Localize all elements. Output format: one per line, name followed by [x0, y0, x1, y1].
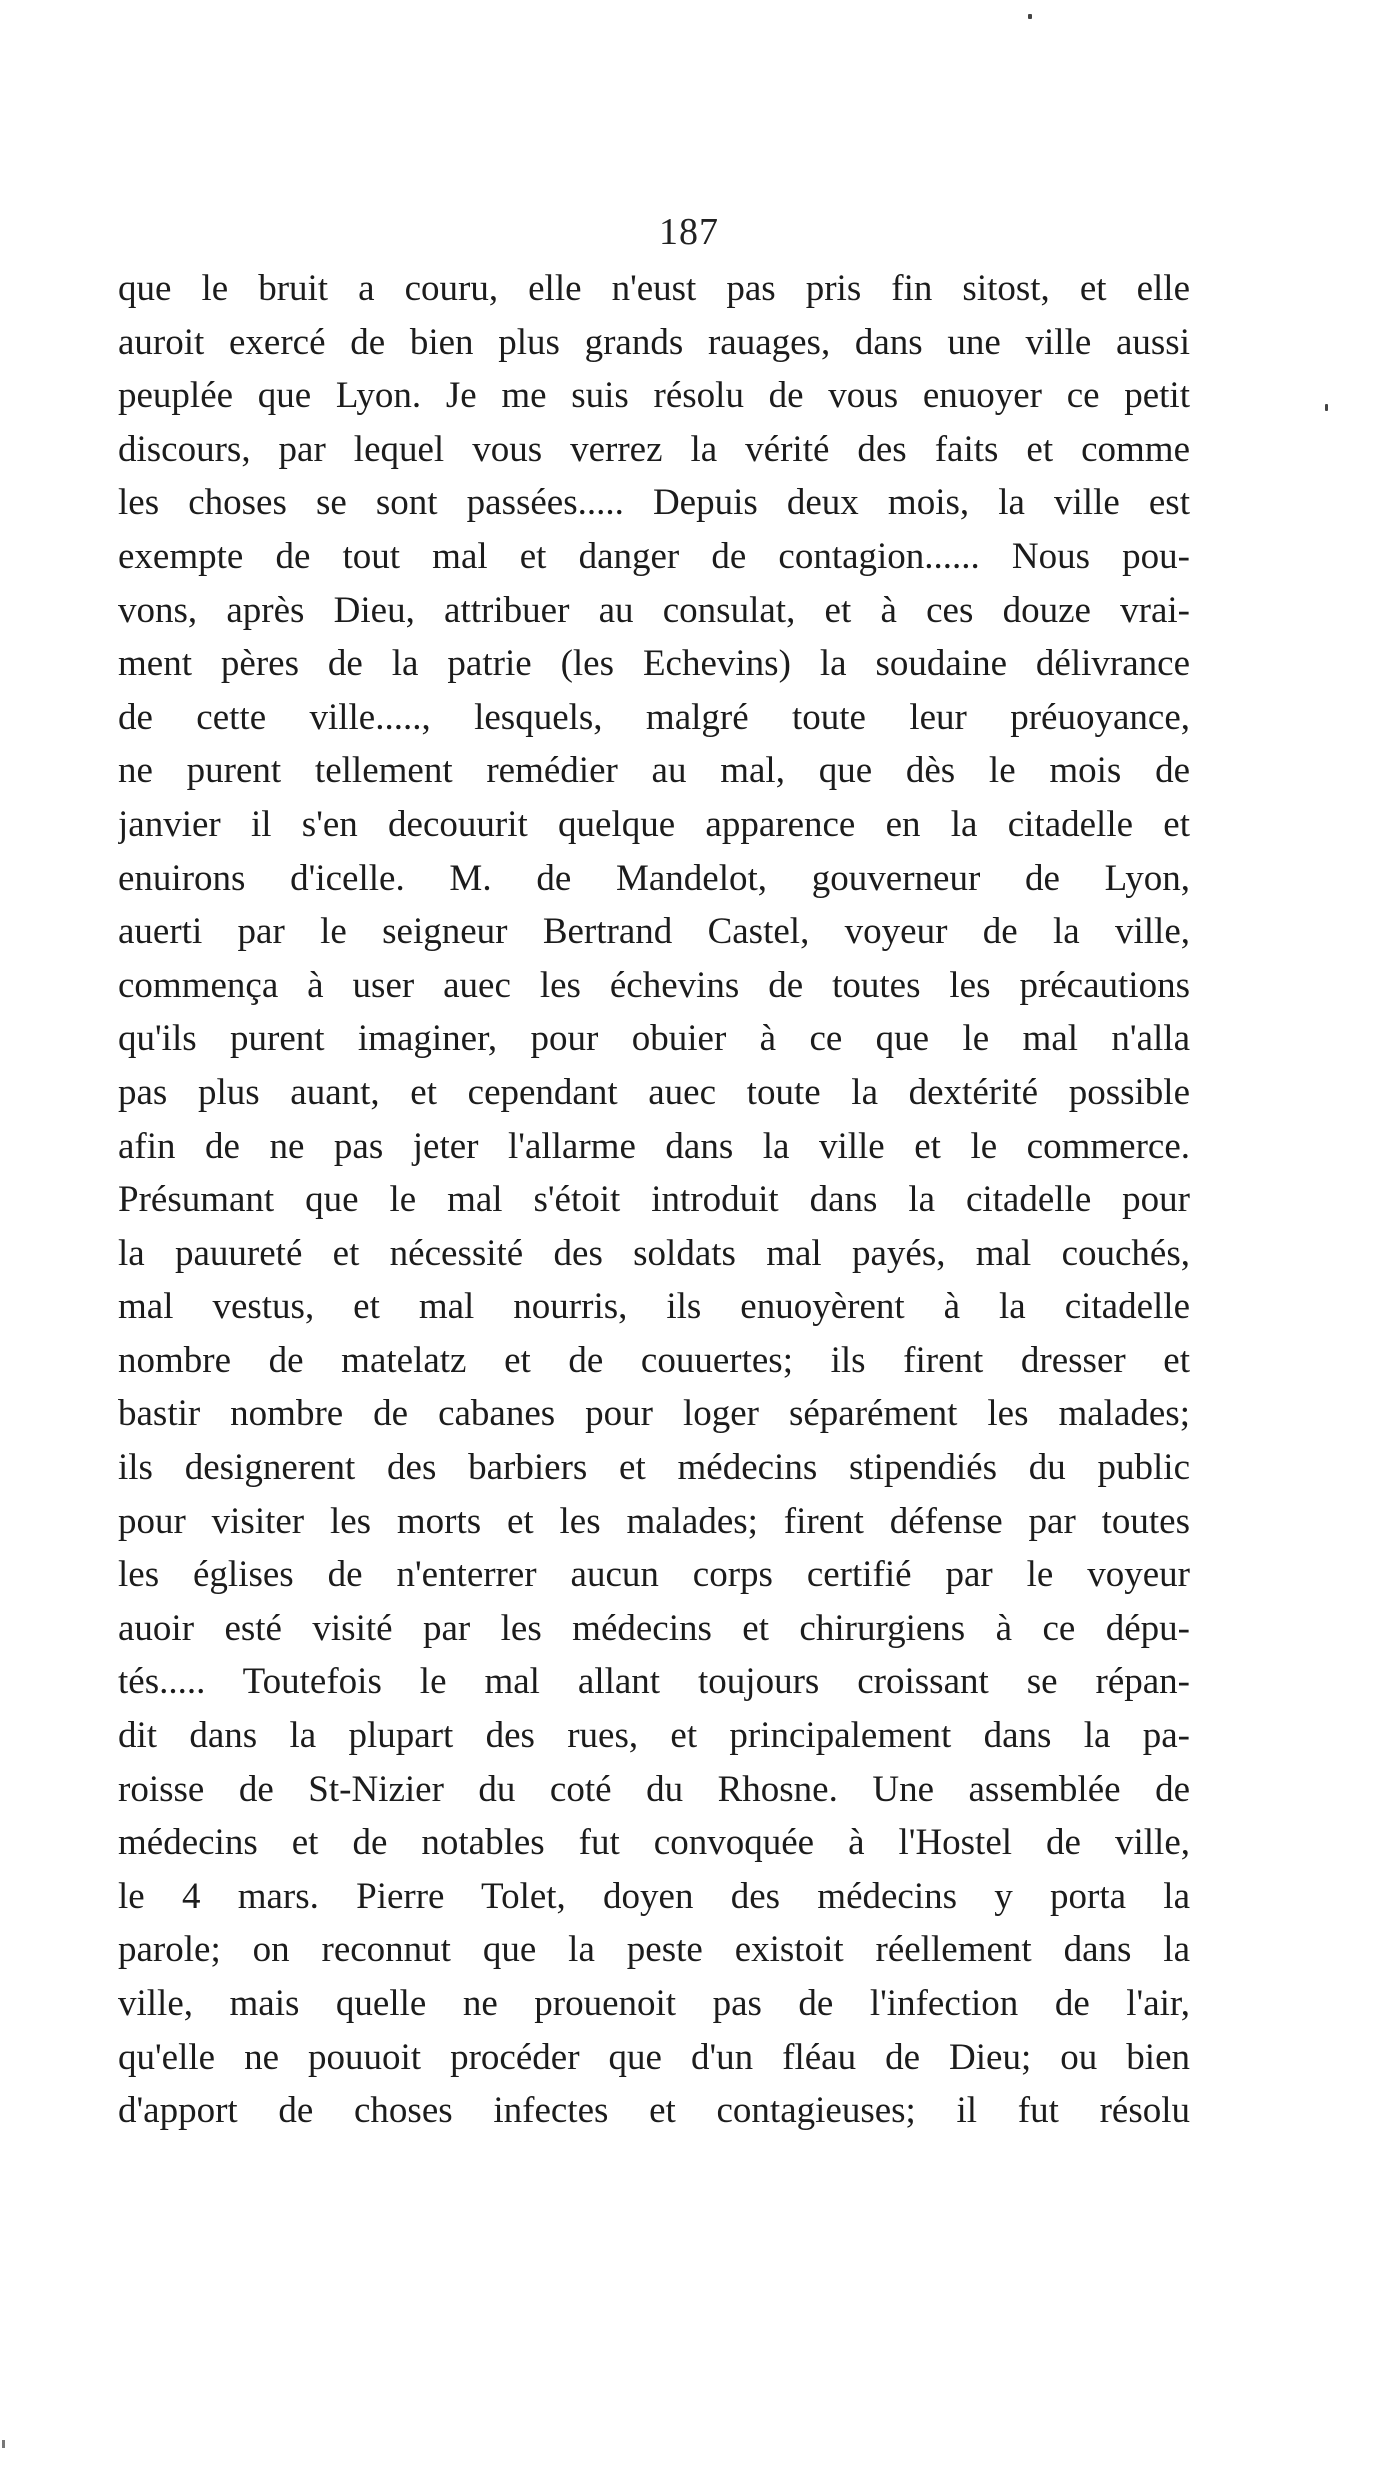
text-line: qu'ils purent imaginer, pour obuier à ce que le mal n'alla	[118, 1018, 1190, 1060]
text-line: dit dans la plupart des rues, et principalement dans la pa-	[118, 1715, 1190, 1757]
text-line: enuirons d'icelle. M. de Mandelot, gouverneur de Lyon,	[118, 857, 1190, 899]
page-edge-mark	[2, 2440, 5, 2448]
text-line: les choses se sont passées..... Depuis deux mois, la ville est	[118, 482, 1190, 524]
text-line: de cette ville....., lesquels, malgré toute leur préuoyance,	[118, 696, 1190, 738]
text-line: parole; on reconnut que la peste existoit réellement dans la	[118, 1929, 1190, 1971]
text-line: les églises de n'enterrer aucun corps certifié par le voyeur	[118, 1554, 1190, 1596]
ink-speck	[1028, 14, 1032, 19]
text-line: d'apport de choses infectes et contagieuses; il fut résolu	[118, 2090, 1190, 2132]
ink-speck	[1325, 404, 1328, 411]
text-line: auoir esté visité par les médecins et chirurgiens à ce dépu-	[118, 1607, 1190, 1649]
text-line: que le bruit a couru, elle n'eust pas pris fin sitost, et elle	[118, 268, 1190, 309]
page-number: 187	[659, 211, 719, 253]
text-line: bastir nombre de cabanes pour loger séparément les malades;	[118, 1393, 1190, 1435]
text-line: ment pères de la patrie (les Echevins) la soudaine délivrance	[118, 643, 1190, 685]
text-line: le 4 mars. Pierre Tolet, doyen des médecins y porta la	[118, 1875, 1190, 1917]
body-text	[118, 262, 1190, 2138]
text-line: roisse de St-Nizier du coté du Rhosne. Une assemblée de	[118, 1768, 1190, 1810]
text-line: médecins et de notables fut convoquée à l'Hostel de ville,	[118, 1822, 1190, 1864]
text-line: exempte de tout mal et danger de contagion...... Nous pou-	[118, 535, 1190, 577]
text-line: qu'elle ne pouuoit procéder que d'un fléau de Dieu; ou bien	[118, 2036, 1190, 2078]
text-line: janvier il s'en decouurit quelque apparence en la citadelle et	[118, 803, 1190, 845]
text-line: ils designerent des barbiers et médecins stipendiés du public	[118, 1447, 1190, 1489]
text-line: la pauureté et nécessité des soldats mal payés, mal couchés,	[118, 1232, 1190, 1274]
text-line: pour visiter les morts et les malades; firent défense par toutes	[118, 1500, 1190, 1542]
text-line: afin de ne pas jeter l'allarme dans la ville et le commerce.	[118, 1125, 1190, 1167]
text-line: auroit exercé de bien plus grands rauages, dans une ville aussi	[118, 321, 1190, 363]
text-line: commença à user auec les échevins de toutes les précautions	[118, 964, 1190, 1006]
text-line: Présumant que le mal s'étoit introduit dans la citadelle pour	[118, 1179, 1190, 1221]
text-line: nombre de matelatz et de couuertes; ils firent dresser et	[118, 1339, 1190, 1381]
text-line: auerti par le seigneur Bertrand Castel, voyeur de la ville,	[118, 911, 1190, 953]
text-line: ville, mais quelle ne prouenoit pas de l'infection de l'air,	[118, 1983, 1190, 2024]
text-line: ne purent tellement remédier au mal, que dès le mois de	[118, 750, 1190, 792]
text-line: pas plus auant, et cependant auec toute la dextérité possible	[118, 1071, 1190, 1113]
text-line: mal vestus, et mal nourris, ils enuoyèrent à la citadelle	[118, 1286, 1190, 1328]
text-line: discours, par lequel vous verrez la vérité des faits et comme	[118, 428, 1190, 470]
text-line: tés..... Toutefois le mal allant toujours croissant se répan-	[118, 1661, 1190, 1703]
text-line: peuplée que Lyon. Je me suis résolu de vous enuoyer ce petit	[118, 375, 1190, 417]
text-line: vons, après Dieu, attribuer au consulat, et à ces douze vrai-	[118, 589, 1190, 631]
